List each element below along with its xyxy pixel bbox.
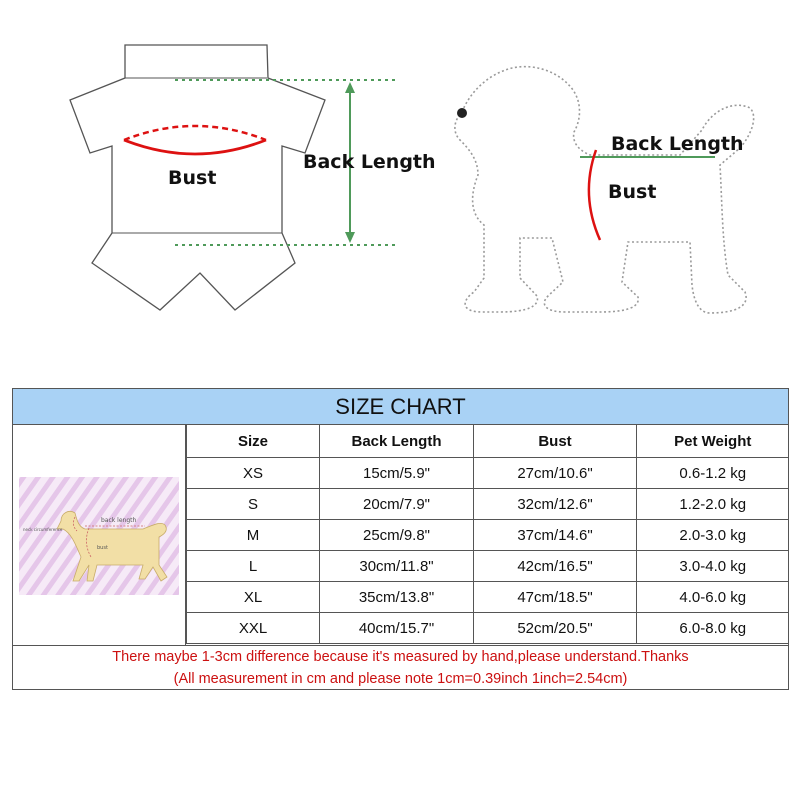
- measurement-diagram: [0, 0, 800, 340]
- cell-bust: 42cm/16.5": [474, 551, 637, 582]
- cell-size: S: [187, 489, 320, 520]
- cell-pet-weight: 1.2-2.0 kg: [637, 489, 789, 520]
- column-header-back-length: Back Length: [320, 425, 474, 458]
- size-chart-title: SIZE CHART: [13, 389, 788, 425]
- dog-bust-label: Bust: [608, 181, 657, 203]
- table-row: [187, 582, 789, 613]
- cell-pet-weight: 6.0-8.0 kg: [637, 613, 789, 644]
- cell-bust: 32cm/12.6": [474, 489, 637, 520]
- cell-pet-weight: 4.0-6.0 kg: [637, 582, 789, 613]
- cell-back-length: 30cm/11.8": [320, 551, 474, 582]
- cell-bust: 52cm/20.5": [474, 613, 637, 644]
- thumb-back-length-label: back length: [101, 517, 137, 524]
- cell-back-length: 25cm/9.8": [320, 520, 474, 551]
- cell-bust: 47cm/18.5": [474, 582, 637, 613]
- garment-bust-label: Bust: [168, 167, 217, 189]
- cell-back-length: 35cm/13.8": [320, 582, 474, 613]
- column-header-pet-weight: Pet Weight: [637, 425, 789, 458]
- cell-pet-weight: 3.0-4.0 kg: [637, 551, 789, 582]
- note-line-1: There maybe 1-3cm difference because it's measured by hand,please understand.Thanks: [112, 649, 689, 665]
- cell-back-length: 15cm/5.9": [320, 458, 474, 489]
- cell-pet-weight: 2.0-3.0 kg: [637, 520, 789, 551]
- cell-size: XL: [187, 582, 320, 613]
- note-line-2: (All measurement in cm and please note 1cm=0.39inch 1inch=2.54cm): [173, 671, 628, 687]
- thumbnail-image: [13, 425, 186, 645]
- cell-size: XS: [187, 458, 320, 489]
- cell-back-length: 40cm/15.7": [320, 613, 474, 644]
- table-row: [187, 551, 789, 582]
- table-header-row: [187, 425, 789, 458]
- garment-back-length-label: Back Length: [303, 151, 436, 173]
- table-row: [187, 520, 789, 551]
- dog-measure-thumbnail: [13, 425, 186, 645]
- table-row: [187, 458, 789, 489]
- cell-bust: 37cm/14.6": [474, 520, 637, 551]
- column-header-size: Size: [187, 425, 320, 458]
- size-table: [186, 425, 789, 644]
- cell-bust: 27cm/10.6": [474, 458, 637, 489]
- dog-back-length-label: Back Length: [611, 133, 744, 155]
- thumb-bust-label: bust: [97, 545, 108, 551]
- size-chart: [12, 388, 789, 690]
- dog-outline: [455, 67, 754, 313]
- table-row: [187, 489, 789, 520]
- cell-size: XXL: [187, 613, 320, 644]
- thumb-neck-label: neck circumference: [23, 527, 63, 532]
- cell-back-length: 20cm/7.9": [320, 489, 474, 520]
- measurement-note: [13, 645, 788, 689]
- cell-size: L: [187, 551, 320, 582]
- column-header-bust: Bust: [474, 425, 637, 458]
- cell-pet-weight: 0.6-1.2 kg: [637, 458, 789, 489]
- table-row: [187, 613, 789, 644]
- cell-size: M: [187, 520, 320, 551]
